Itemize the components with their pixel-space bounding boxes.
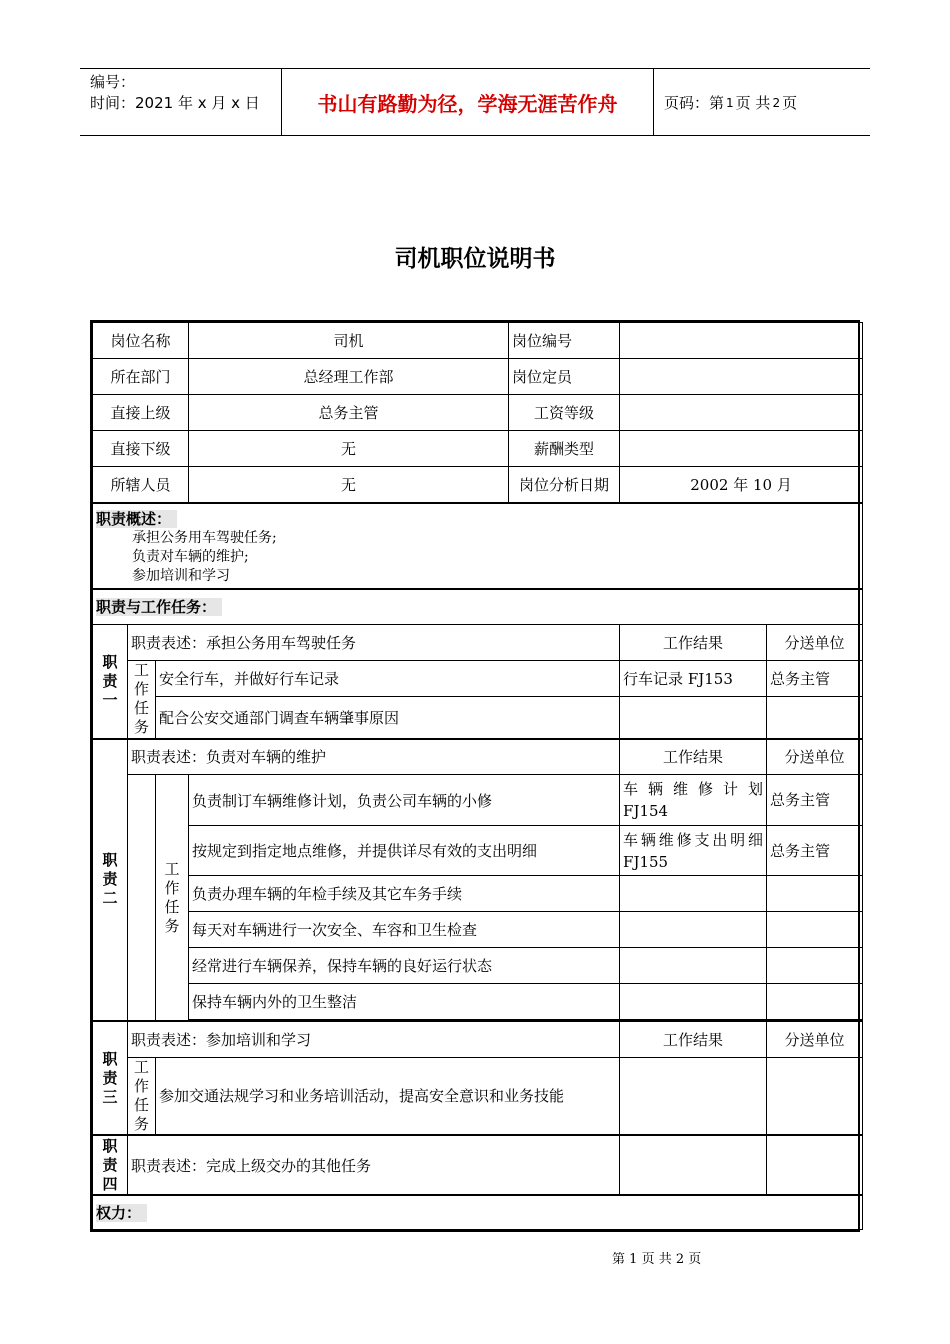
task-result-line: 车辆维修计划 bbox=[623, 780, 764, 798]
task-row bbox=[93, 876, 863, 912]
summary-line: 承担公务用车驾驶任务; bbox=[132, 529, 277, 546]
page-total: 2 bbox=[772, 95, 781, 110]
footer-page-total: 2 bbox=[675, 1252, 685, 1267]
task-row bbox=[93, 1057, 863, 1135]
result-header: 工作结果 bbox=[620, 1021, 767, 1057]
task-recipient bbox=[767, 1057, 863, 1135]
summary-cell bbox=[93, 503, 863, 589]
headcount-label: 岗位定员 bbox=[509, 359, 620, 395]
summary-label: 职责概述： bbox=[96, 510, 177, 528]
duty-2-statement-row bbox=[93, 739, 863, 775]
task-row bbox=[93, 826, 863, 876]
task-text: 安全行车，并做好行车记录 bbox=[156, 661, 620, 697]
info-row-superior bbox=[93, 395, 863, 431]
work-task-text: 工作任务 bbox=[164, 859, 180, 935]
duty-label-text: 职责二 bbox=[102, 851, 118, 908]
duty-statement: 职责表述：承担公务用车驾驶任务 bbox=[128, 625, 620, 661]
task-row bbox=[93, 948, 863, 984]
task-recipient bbox=[767, 876, 863, 912]
task-row bbox=[93, 775, 863, 826]
duty-4-label bbox=[93, 1135, 128, 1195]
page-title: 司机职位说明书 bbox=[394, 246, 556, 272]
task-result bbox=[620, 775, 767, 826]
duty-label-text: 职责一 bbox=[102, 652, 118, 709]
footer-prefix: 第 bbox=[612, 1252, 626, 1267]
duty-label-text: 职责四 bbox=[102, 1136, 118, 1193]
task-text: 保持车辆内外的卫生整洁 bbox=[189, 984, 620, 1020]
task-recipient: 总务主管 bbox=[767, 661, 863, 697]
power-label: 权力： bbox=[96, 1204, 147, 1222]
result-cell bbox=[620, 1135, 767, 1195]
task-result bbox=[620, 1057, 767, 1135]
footer-mid: 页 共 bbox=[641, 1252, 672, 1267]
task-row bbox=[93, 912, 863, 948]
result-header: 工作结果 bbox=[620, 625, 767, 661]
task-text: 参加交通法规学习和业务培训活动，提高安全意识和业务技能 bbox=[156, 1057, 620, 1135]
recipient-header: 分送单位 bbox=[767, 1021, 863, 1057]
task-text: 经常进行车辆保养，保持车辆的良好运行状态 bbox=[189, 948, 620, 984]
duty-2-spacer bbox=[128, 775, 156, 1022]
work-task-label bbox=[128, 1057, 156, 1135]
post-name-value: 司机 bbox=[189, 323, 509, 359]
power-row bbox=[93, 1195, 863, 1229]
task-row bbox=[93, 697, 863, 739]
summary-row bbox=[93, 503, 863, 589]
duty-statement: 职责表述：完成上级交办的其他任务 bbox=[128, 1135, 620, 1195]
subordinate-label: 直接下级 bbox=[93, 431, 189, 467]
task-recipient bbox=[767, 697, 863, 739]
info-row-subordinate bbox=[93, 431, 863, 467]
duty-statement: 职责表述：参加培训和学习 bbox=[128, 1021, 620, 1057]
footer-page-number: 1 bbox=[629, 1252, 638, 1267]
page-number: 1 bbox=[726, 95, 734, 110]
recipient-cell bbox=[767, 1135, 863, 1195]
superior-label: 直接上级 bbox=[93, 395, 189, 431]
duty-1-label bbox=[93, 625, 128, 739]
info-row-staff bbox=[93, 467, 863, 503]
summary-line: 负责对车辆的维护; bbox=[132, 548, 249, 565]
salary-type-label: 薪酬类型 bbox=[509, 431, 620, 467]
duty-label-text: 职责三 bbox=[102, 1049, 118, 1106]
summary-line: 参加培训和学习 bbox=[132, 567, 230, 584]
header-page-info bbox=[654, 69, 870, 136]
task-result bbox=[620, 826, 767, 876]
header-motto: 书山有路勤为径，学海无涯苦作舟 bbox=[282, 69, 654, 136]
dept-value: 总经理工作部 bbox=[189, 359, 509, 395]
task-text: 配合公安交通部门调查车辆肇事原因 bbox=[156, 697, 620, 739]
duty-3-label bbox=[93, 1021, 128, 1135]
result-header: 工作结果 bbox=[620, 739, 767, 775]
duty-4-statement-row bbox=[93, 1135, 863, 1195]
task-text: 负责制订车辆维修计划，负责公司车辆的小修 bbox=[189, 775, 620, 826]
duties-heading-row bbox=[93, 589, 863, 625]
task-recipient: 总务主管 bbox=[767, 826, 863, 876]
task-text: 负责办理车辆的年检手续及其它车务手续 bbox=[189, 876, 620, 912]
info-row-post bbox=[93, 323, 863, 359]
duty-statement: 职责表述：负责对车辆的维护 bbox=[128, 739, 620, 775]
grade-value bbox=[620, 395, 863, 431]
staff-value: 无 bbox=[189, 467, 509, 503]
power-cell bbox=[93, 1195, 863, 1229]
task-result bbox=[620, 948, 767, 984]
task-row bbox=[93, 984, 863, 1020]
task-result: 行车记录 FJ153 bbox=[620, 661, 767, 697]
page-header bbox=[80, 68, 870, 136]
task-result bbox=[620, 984, 767, 1020]
page-footer bbox=[612, 1248, 701, 1267]
task-text: 按规定到指定地点维修，并提供详尽有效的支出明细 bbox=[189, 826, 620, 876]
grade-label: 工资等级 bbox=[509, 395, 620, 431]
duty-3-statement-row bbox=[93, 1021, 863, 1057]
task-result-line: 车辆维修支出明细 bbox=[623, 830, 764, 849]
dept-label: 所在部门 bbox=[93, 359, 189, 395]
work-task-text: 工作任务 bbox=[134, 661, 150, 737]
post-name-label: 岗位名称 bbox=[93, 323, 189, 359]
task-result-code: FJ154 bbox=[623, 802, 669, 820]
header-meta bbox=[80, 69, 282, 136]
work-task-label bbox=[156, 775, 189, 1022]
recipient-header: 分送单位 bbox=[767, 739, 863, 775]
task-result-code: FJ155 bbox=[623, 852, 669, 871]
duties-heading-cell bbox=[93, 589, 863, 625]
work-task-text: 工作任务 bbox=[134, 1057, 150, 1133]
headcount-value bbox=[620, 359, 863, 395]
analysis-date-value: 2002 年 10 月 bbox=[620, 467, 863, 503]
task-recipient bbox=[767, 984, 863, 1020]
page-mid: 页 共 bbox=[735, 94, 771, 112]
info-row-dept bbox=[93, 359, 863, 395]
task-recipient bbox=[767, 948, 863, 984]
staff-label: 所辖人员 bbox=[93, 467, 189, 503]
salary-type-value bbox=[620, 431, 863, 467]
code-label: 编号： bbox=[90, 73, 136, 91]
duties-label: 职责与工作任务： bbox=[96, 598, 222, 616]
task-recipient bbox=[767, 912, 863, 948]
duty-2-label bbox=[93, 739, 128, 1022]
task-recipient: 总务主管 bbox=[767, 775, 863, 826]
duty-1-statement-row bbox=[93, 625, 863, 661]
task-text: 每天对车辆进行一次安全、车容和卫生检查 bbox=[189, 912, 620, 948]
footer-suffix: 页 bbox=[688, 1252, 702, 1267]
time-label: 时间：2021 年 x 月 x 日 bbox=[90, 94, 260, 112]
page-prefix: 页码：第 bbox=[664, 94, 725, 112]
post-code-label: 岗位编号 bbox=[509, 323, 620, 359]
subordinate-value: 无 bbox=[189, 431, 509, 467]
job-description-table bbox=[90, 320, 860, 1232]
post-code-value bbox=[620, 323, 863, 359]
task-row bbox=[93, 661, 863, 697]
recipient-header: 分送单位 bbox=[767, 625, 863, 661]
task-result bbox=[620, 912, 767, 948]
page-suffix: 页 bbox=[782, 94, 798, 112]
superior-value: 总务主管 bbox=[189, 395, 509, 431]
work-task-label bbox=[128, 661, 156, 739]
analysis-date-label: 岗位分析日期 bbox=[509, 467, 620, 503]
task-result bbox=[620, 697, 767, 739]
task-result bbox=[620, 876, 767, 912]
